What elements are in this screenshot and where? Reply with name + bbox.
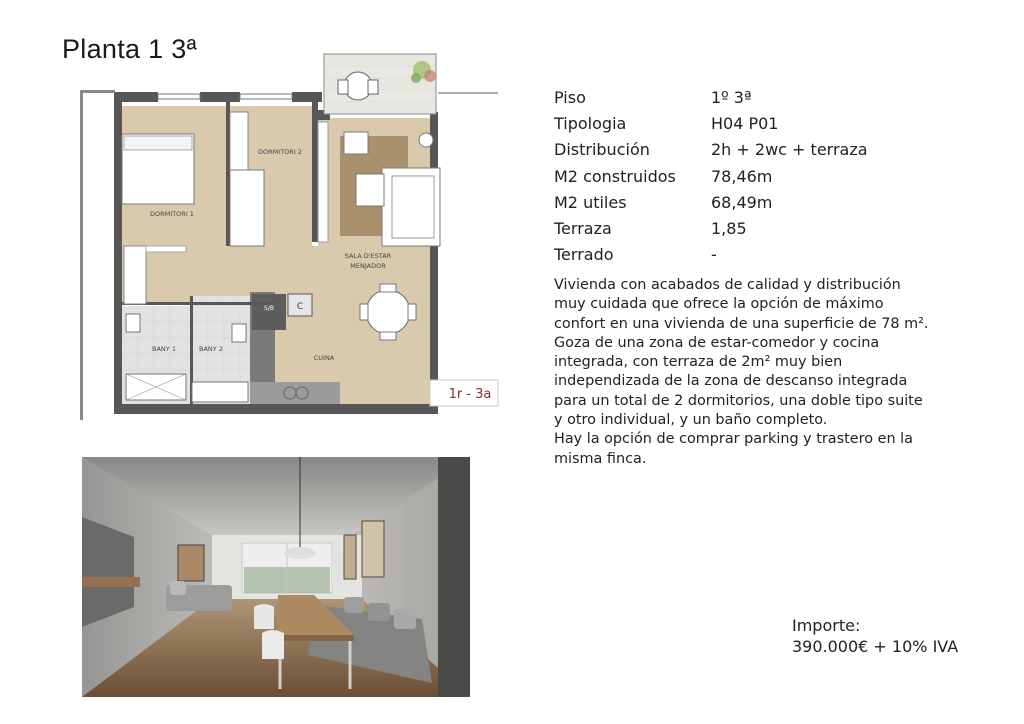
spec-label: Terraza (554, 219, 612, 239)
description-line: misma finca. (554, 450, 647, 467)
spec-row (554, 242, 868, 268)
description-line: Goza de una zona de estar-comedor y cocina (554, 334, 880, 351)
bookshelf (318, 122, 328, 242)
price-label: Importe: (792, 616, 861, 635)
floor-plan (80, 52, 500, 422)
spec-row (554, 137, 868, 163)
spec-row (554, 215, 868, 241)
description-line: integrada, con terraza de 2m² muy bien (554, 354, 843, 371)
room-label-bany-2: BANY 2 (199, 345, 223, 353)
price-value: 390.000€ + 10% IVA (792, 637, 959, 656)
spec-value: H04 P01 (711, 113, 779, 133)
spec-row (554, 163, 868, 189)
coffee-table (356, 174, 384, 206)
description-line: Hay la opción de comprar parking y trastero en la (554, 431, 913, 448)
spec-row (554, 189, 868, 215)
spec-label: Terrado (554, 245, 614, 265)
spec-value: 1º 3ª (711, 87, 752, 107)
description-line: Vivienda con acabados de calidad y distribución (554, 277, 901, 293)
price-block (792, 615, 958, 657)
description-line: independizada de la zona de descanso integrada (554, 373, 908, 390)
room-label-sala-2: MENJADOR (350, 262, 386, 270)
room-label-sala-1: SALA D'ESTAR (344, 252, 392, 260)
spec-row (554, 84, 868, 110)
interior-render (82, 457, 470, 697)
spec-label: Piso (554, 87, 586, 107)
page-title: Planta 1 3ª (62, 34, 197, 64)
room-label-dormitori-1: DORMITORI 1 (150, 210, 194, 218)
description-line: y otro individual, y un baño completo. (554, 412, 828, 429)
fridge (252, 294, 286, 330)
room-label-bany-1: BANY 1 (152, 345, 176, 353)
bathtub (192, 382, 248, 402)
specs-table (554, 84, 868, 268)
description (554, 276, 974, 469)
kitchen-counter (250, 382, 340, 404)
spec-row (554, 110, 868, 136)
cooker-label: C (296, 302, 304, 312)
description-line: muy cuidada que ofrece la opción de máximo (554, 296, 884, 313)
dining-table (366, 290, 410, 334)
spec-value: 1,85 (711, 219, 747, 239)
spec-label: Tipologia (554, 113, 627, 133)
description-line: confort en una vivienda de una superficie de 78 m². (554, 315, 929, 332)
spec-label: M2 utiles (554, 192, 627, 212)
spec-label: M2 construidos (554, 166, 676, 186)
room-label-dormitori-2: DORMITORI 2 (258, 148, 302, 156)
door-label: 1r - 3a (448, 387, 492, 402)
spec-value: 68,49m (711, 192, 773, 212)
fridge-label: S/B (264, 305, 274, 312)
spec-label: Distribución (554, 140, 650, 160)
description-line: para un total de 2 dormitorios, una doble tipo suite (554, 392, 923, 409)
room-label-cuina: CUINA (313, 354, 335, 362)
wardrobe (124, 246, 146, 304)
spec-value: - (711, 245, 717, 265)
spec-value: 2h + 2wc + terraza (711, 140, 868, 160)
single-bed (230, 170, 264, 246)
armchair (344, 132, 368, 154)
spec-value: 78,46m (711, 166, 773, 186)
